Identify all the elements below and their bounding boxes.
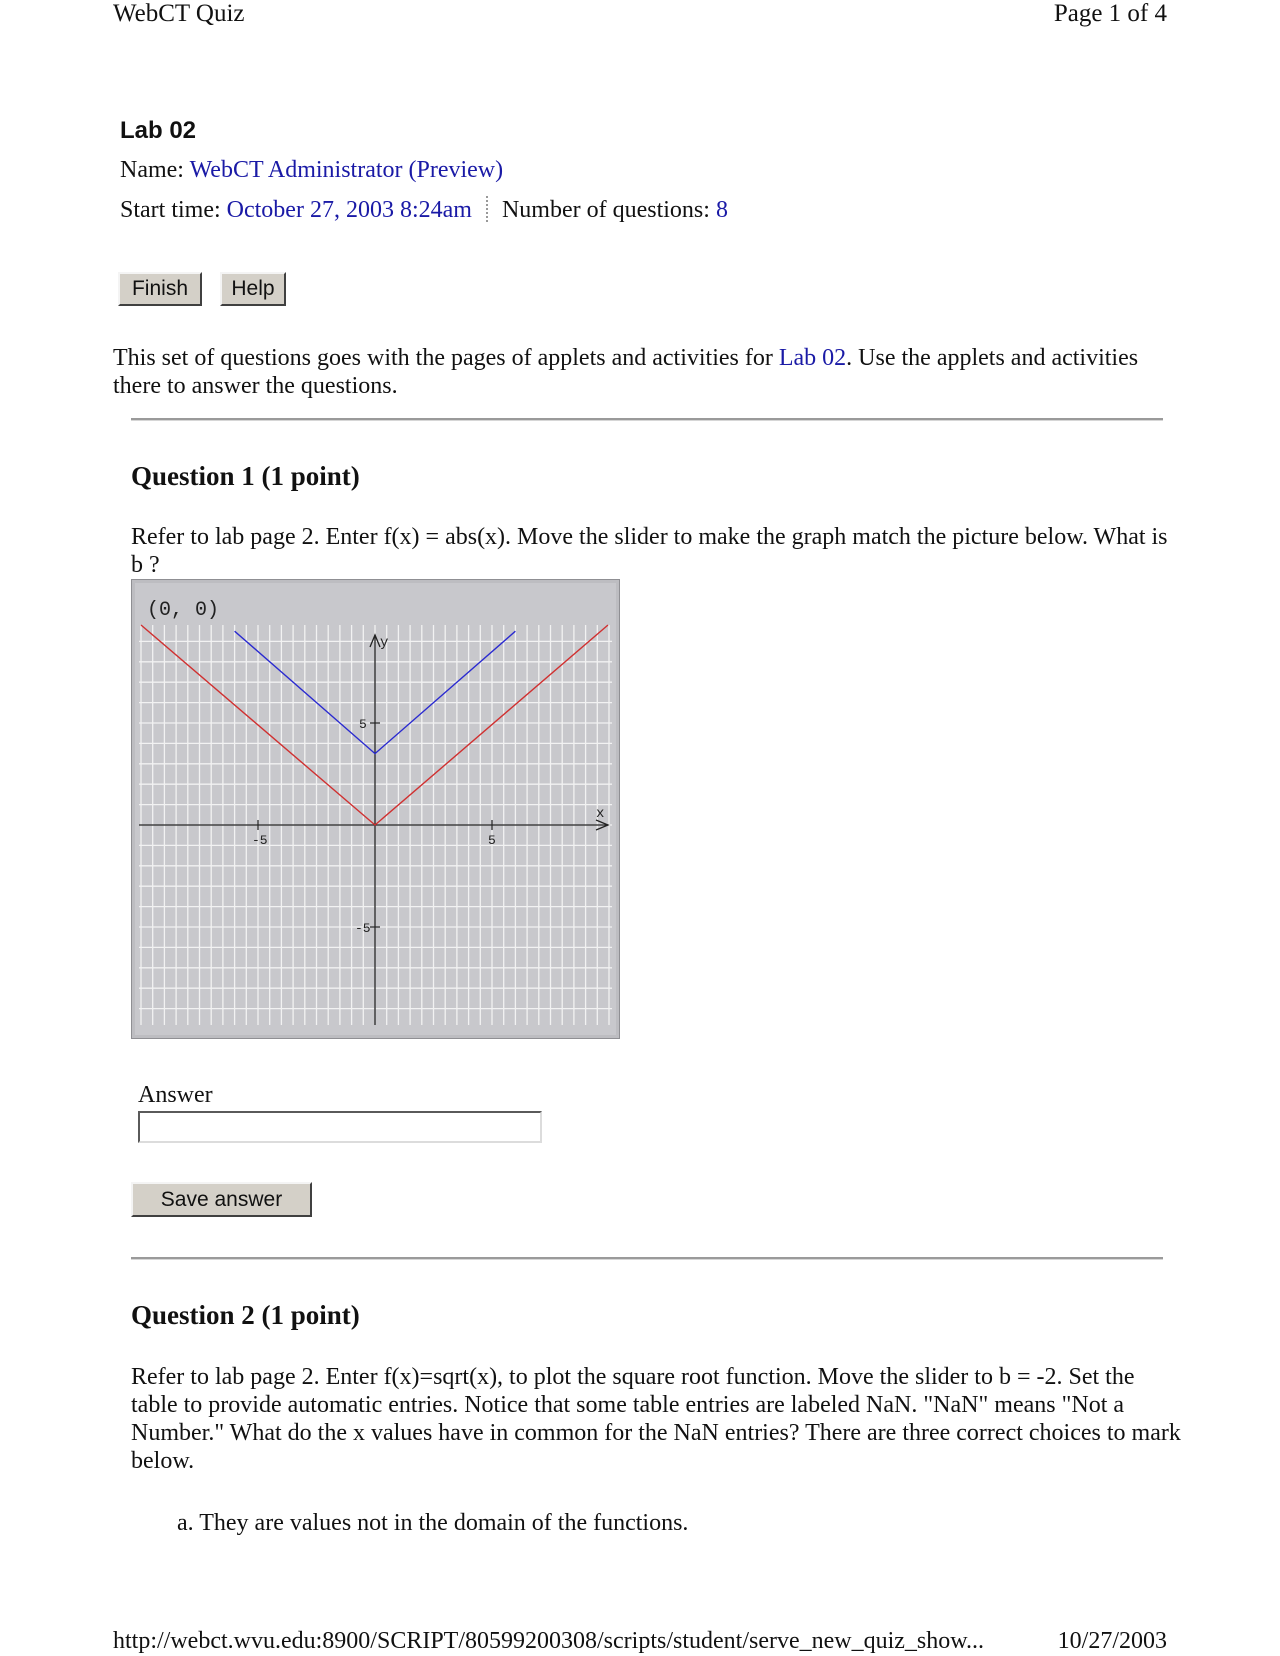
name-value: WebCT Administrator (Preview) <box>189 157 504 183</box>
quiz-title: Lab 02 <box>120 117 197 144</box>
x-tick-label-neg5: -5 <box>252 833 268 848</box>
question-count-label: Number of questions: <box>501 197 710 223</box>
choice-a-letter: a. <box>177 1510 194 1536</box>
name-label: Name: <box>120 157 184 183</box>
start-time-value: October 27, 2003 8:24am <box>226 197 472 223</box>
choice-a-text: They are values not in the domain of the functions. <box>199 1510 689 1536</box>
y-axis-label: y <box>380 635 389 651</box>
question-1-heading: Question 1 (1 point) <box>131 461 360 491</box>
answer-label: Answer <box>138 1082 213 1108</box>
name-line <box>120 157 503 184</box>
answer-input[interactable] <box>138 1111 542 1143</box>
graph-corner-label: (0, 0) <box>147 599 220 622</box>
start-line <box>120 196 728 224</box>
divider-1 <box>131 418 1163 421</box>
graph-applet-image <box>131 579 620 1039</box>
print-header-title: WebCT Quiz <box>113 0 245 27</box>
print-page-number: Page 1 of 4 <box>1053 0 1167 27</box>
print-footer-url: http://webct.wvu.edu:8900/SCRIPT/80599200308/scripts/student/serve_new_quiz_show... <box>113 1628 985 1654</box>
y-tick-label-neg5: -5 <box>355 921 371 936</box>
intro-paragraph <box>113 344 1173 400</box>
finish-button[interactable]: Finish <box>118 272 202 306</box>
help-button[interactable]: Help <box>220 272 286 306</box>
question-count-value: 8 <box>715 197 728 223</box>
print-footer-date: 10/27/2003 <box>1057 1628 1167 1654</box>
intro-text-end: . Use the applets and activities there to answer the questions. <box>113 345 1139 399</box>
question-2-heading: Question 2 (1 point) <box>131 1300 360 1330</box>
x-tick-label-5: 5 <box>488 833 496 848</box>
divider-2 <box>131 1257 1163 1260</box>
question-2-text: Refer to lab page 2. Enter f(x)=sqrt(x), to plot the square root function. Move the slider to b = -2. Set the table to provide automatic entries. Notice that some table entries are labeled NaN. "NaN" means "Not a Number." What do the x values have in common for the NaN entries? There are three correct choices to mark below. <box>131 1364 1181 1474</box>
save-answer-button[interactable]: Save answer <box>131 1182 312 1217</box>
start-time-label: Start time: <box>120 197 221 223</box>
info-separator <box>486 196 488 222</box>
lab-02-link[interactable]: Lab 02 <box>778 345 847 371</box>
y-tick-label-5: 5 <box>359 717 367 732</box>
x-axis-label: x <box>596 806 605 822</box>
intro-text-start: This set of questions goes with the pages of applets and activities for <box>113 345 779 371</box>
question-1-text: Refer to lab page 2. Enter f(x) = abs(x). Move the slider to make the graph match the picture below. What is b ? <box>131 524 1168 578</box>
choice-a[interactable] <box>177 1509 688 1537</box>
